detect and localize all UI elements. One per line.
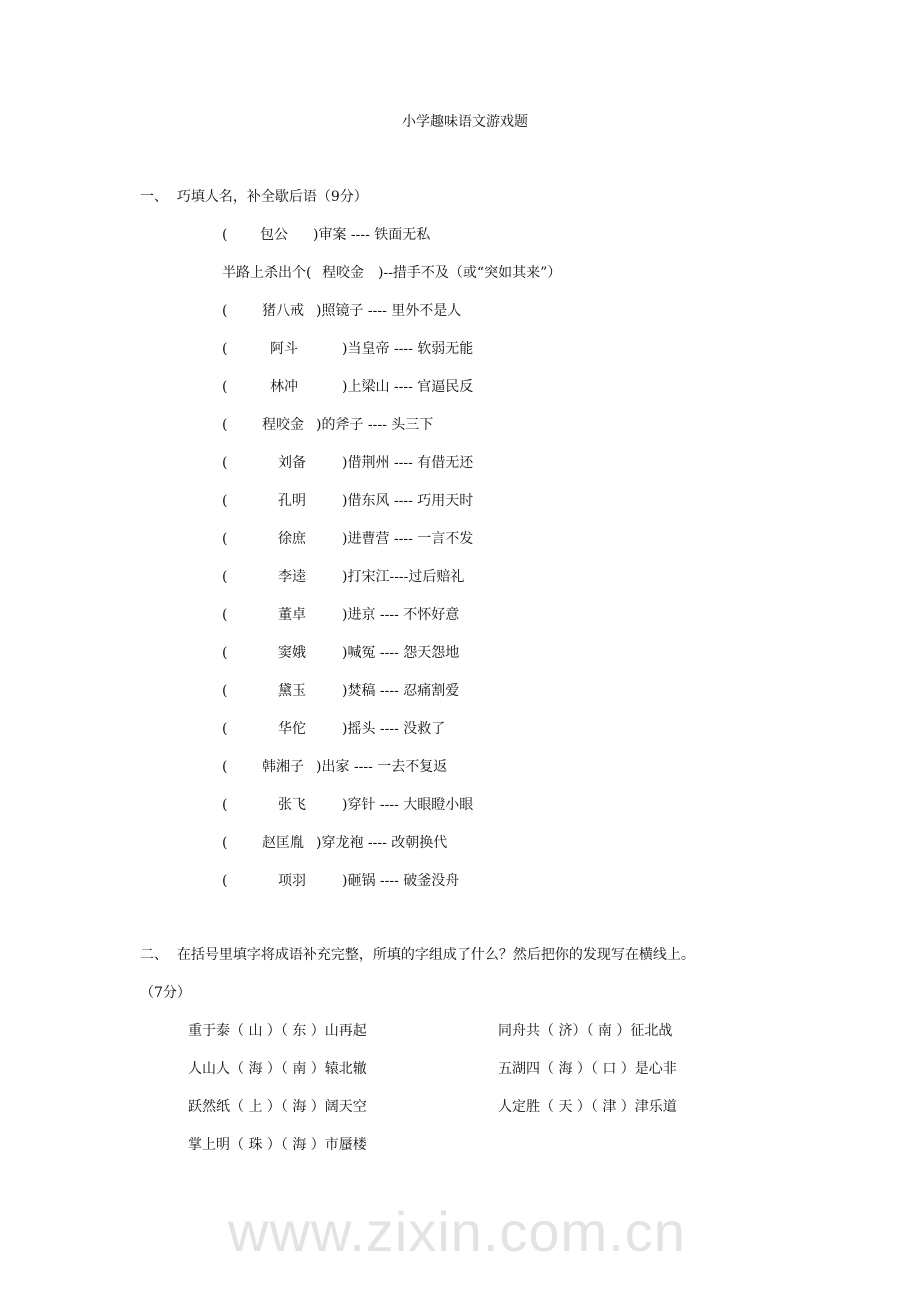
rest-text: )审案 ---- 铁面无私 <box>313 227 431 243</box>
proverb-row <box>222 492 473 510</box>
open-paren: ( <box>222 607 228 623</box>
open-paren: ( <box>222 645 228 661</box>
answer-text: 华佗 <box>278 721 306 737</box>
answer-text: 阿斗 <box>270 341 298 357</box>
answer-text: 赵匡胤 <box>262 835 304 851</box>
answer-text: 林冲 <box>270 379 298 395</box>
proverb-row <box>222 796 473 814</box>
proverb-row <box>222 264 561 282</box>
section2-heading: 二、 在括号里填字将成语补充完整，所填的字组成了什么？然后把你的发现写在横线上。 <box>140 947 695 963</box>
open-paren: ( <box>222 721 228 737</box>
answer-text: 程咬金 <box>322 265 364 281</box>
open-paren: ( <box>222 797 228 813</box>
answer-text: 猪八戒 <box>262 303 304 319</box>
open-paren: ( <box>222 873 228 889</box>
proverb-row <box>222 340 473 358</box>
rest-text: )穿龙袍 ---- 改朝换代 <box>316 835 448 851</box>
idiom-item: 掌上明（ 珠 ）（ 海 ）市蜃楼 <box>188 1137 367 1153</box>
proverb-row <box>222 682 459 700</box>
open-paren: ( <box>222 227 228 243</box>
proverb-row <box>222 416 433 434</box>
open-paren: ( <box>222 417 228 433</box>
proverb-row <box>222 226 430 244</box>
answer-text: 孔明 <box>278 493 306 509</box>
rest-text: )出家 ---- 一去不复返 <box>316 759 448 775</box>
rest-text: )的斧子 ---- 头三下 <box>316 417 434 433</box>
rest-text: )打宋江----过后赔礼 <box>342 569 465 585</box>
idiom-item: 同舟共（ 济）（ 南 ）征北战 <box>498 1023 673 1039</box>
rest-text: )当皇帝 ---- 软弱无能 <box>342 341 474 357</box>
answer-text: 程咬金 <box>262 417 304 433</box>
open-paren: ( <box>222 493 228 509</box>
proverb-row <box>222 454 473 472</box>
proverb-row <box>222 758 447 776</box>
proverb-row <box>222 872 459 890</box>
open-paren: ( <box>222 379 228 395</box>
idiom-item: 重于泰（ 山 ）（ 东 ）山再起 <box>188 1023 367 1039</box>
section2-points: （7分） <box>140 985 191 1001</box>
rest-text: )照镜子 ---- 里外不是人 <box>316 303 462 319</box>
idiom-item: 人定胜（ 天 ）（ 津 ）津乐道 <box>498 1099 677 1115</box>
proverb-row <box>222 378 473 396</box>
open-paren: ( <box>222 341 228 357</box>
proverb-row <box>222 530 473 548</box>
answer-text: 包公 <box>260 227 288 243</box>
proverb-row <box>222 720 445 738</box>
open-paren: ( <box>222 759 228 775</box>
open-text: 半路上杀出个( <box>222 265 312 281</box>
rest-text: )借东风 ---- 巧用天时 <box>342 493 474 509</box>
rest-text: )借荆州 ---- 有借无还 <box>342 455 474 471</box>
rest-text: )焚稿 ---- 忍痛割爱 <box>342 683 460 699</box>
rest-text: )上梁山 ---- 官逼民反 <box>342 379 474 395</box>
answer-text: 黛玉 <box>278 683 306 699</box>
rest-text: )砸锅 ---- 破釜没舟 <box>342 873 460 889</box>
section1-heading: 一、 巧填人名，补全歇后语（9分） <box>140 189 368 205</box>
proverb-row <box>222 606 459 624</box>
rest-text: )摇头 ---- 没救了 <box>342 721 446 737</box>
answer-text: 董卓 <box>278 607 306 623</box>
proverb-row <box>222 302 461 320</box>
answer-text: 李逵 <box>278 569 306 585</box>
answer-text: 韩湘子 <box>262 759 304 775</box>
open-paren: ( <box>222 455 228 471</box>
rest-text: )穿针 ---- 大眼瞪小眼 <box>342 797 474 813</box>
answer-text: 窦娥 <box>278 645 306 661</box>
answer-text: 项羽 <box>278 873 306 889</box>
proverb-row <box>222 644 459 662</box>
rest-text: )进京 ---- 不怀好意 <box>342 607 460 623</box>
idiom-item: 人山人（ 海 ）（ 南 ）辕北辙 <box>188 1061 367 1077</box>
idiom-item: 五湖四（ 海 ）（ 口 ）是心非 <box>498 1061 677 1077</box>
answer-text: 徐庶 <box>278 531 306 547</box>
open-paren: ( <box>222 303 228 319</box>
answer-text: 张飞 <box>278 797 306 813</box>
watermark: www.zixin.com.cn <box>228 1200 686 1263</box>
proverb-row <box>222 568 464 586</box>
idiom-item: 跃然纸（ 上 ）（ 海 ）阔天空 <box>188 1099 367 1115</box>
proverb-row <box>222 834 447 852</box>
answer-text: 刘备 <box>278 455 306 471</box>
rest-text: )喊冤 ---- 怨天怨地 <box>342 645 460 661</box>
open-paren: ( <box>222 569 228 585</box>
open-paren: ( <box>222 531 228 547</box>
open-paren: ( <box>222 835 228 851</box>
page-title: 小学趣味语文游戏题 <box>402 114 528 130</box>
rest-text: )--措手不及（或“突如其来”） <box>378 265 562 281</box>
open-paren: ( <box>222 683 228 699</box>
rest-text: )进曹营 ---- 一言不发 <box>342 531 474 547</box>
